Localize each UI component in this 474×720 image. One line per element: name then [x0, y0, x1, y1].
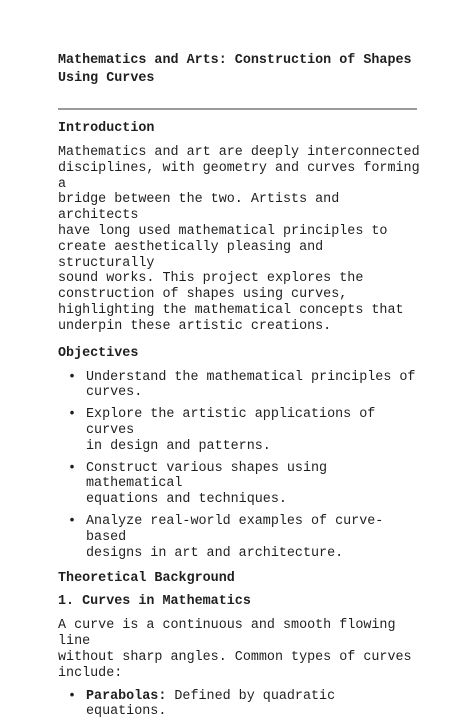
list-item: [58, 689, 420, 720]
curves-in-mathematics-heading: 1. Curves in Mathematics: [58, 594, 251, 610]
paragraph-line: sound works. This project explores the: [58, 271, 364, 287]
paragraph-line: include:: [58, 665, 123, 681]
paragraph-line: create aesthetically pleasing and structurally: [58, 239, 324, 271]
list-item: [58, 407, 420, 454]
bullet-icon: •: [68, 688, 77, 704]
list-item-line: Understand the mathematical principles of: [86, 369, 416, 385]
title-line: Using Curves: [58, 71, 155, 86]
introduction-heading: Introduction: [58, 121, 155, 136]
paragraph-line: highlighting the mathematical concepts that: [58, 302, 404, 318]
bullet-icon: •: [68, 369, 77, 385]
bullet-icon: •: [68, 513, 77, 529]
list-item-line: Construct various shapes using mathematical: [86, 460, 328, 492]
list-item-line: in design and patterns.: [86, 438, 271, 454]
paragraph-line: disciplines, with geometry and curves forming a: [58, 160, 420, 192]
introduction-paragraph: [58, 145, 420, 335]
paragraph-line: underpin these artistic creations.: [58, 318, 332, 334]
list-item-line: Explore the artistic applications of curves: [86, 407, 376, 438]
paragraph-line: without sharp angles. Common types of curves: [58, 649, 412, 665]
list-item-text: Defined by quadratic equations.: [86, 688, 336, 720]
theoretical-background-heading: Theoretical Background: [58, 571, 235, 587]
title-divider: [58, 108, 417, 110]
paragraph-line: Mathematics and art are deeply interconnected: [58, 145, 420, 160]
bullet-icon: •: [68, 460, 77, 476]
list-item-line: designs in art and architecture.: [86, 545, 344, 561]
paragraph-line: construction of shapes using curves,: [58, 287, 348, 303]
list-item: [58, 461, 420, 508]
paragraph-line: have long used mathematical principles to: [58, 223, 388, 239]
document-page: [58, 52, 420, 720]
list-item: [58, 514, 420, 561]
list-item-line: equations and techniques.: [86, 492, 287, 508]
objectives-list: [58, 370, 420, 562]
curves-paragraph: [58, 618, 420, 681]
bullet-icon: •: [68, 407, 77, 423]
document-title: [58, 52, 420, 88]
list-item: [58, 370, 420, 402]
list-item-line: curves.: [86, 385, 143, 401]
objectives-heading: Objectives: [58, 345, 139, 361]
list-item-term: Parabolas:: [86, 688, 167, 704]
paragraph-line: A curve is a continuous and smooth flowing line: [58, 618, 396, 650]
paragraph-line: bridge between the two. Artists and architects: [58, 192, 340, 224]
title-line: Mathematics and Arts: Construction of Shapes: [58, 53, 412, 68]
list-item-line: Analyze real-world examples of curve-based: [86, 513, 384, 545]
curve-types-list: [58, 689, 420, 720]
